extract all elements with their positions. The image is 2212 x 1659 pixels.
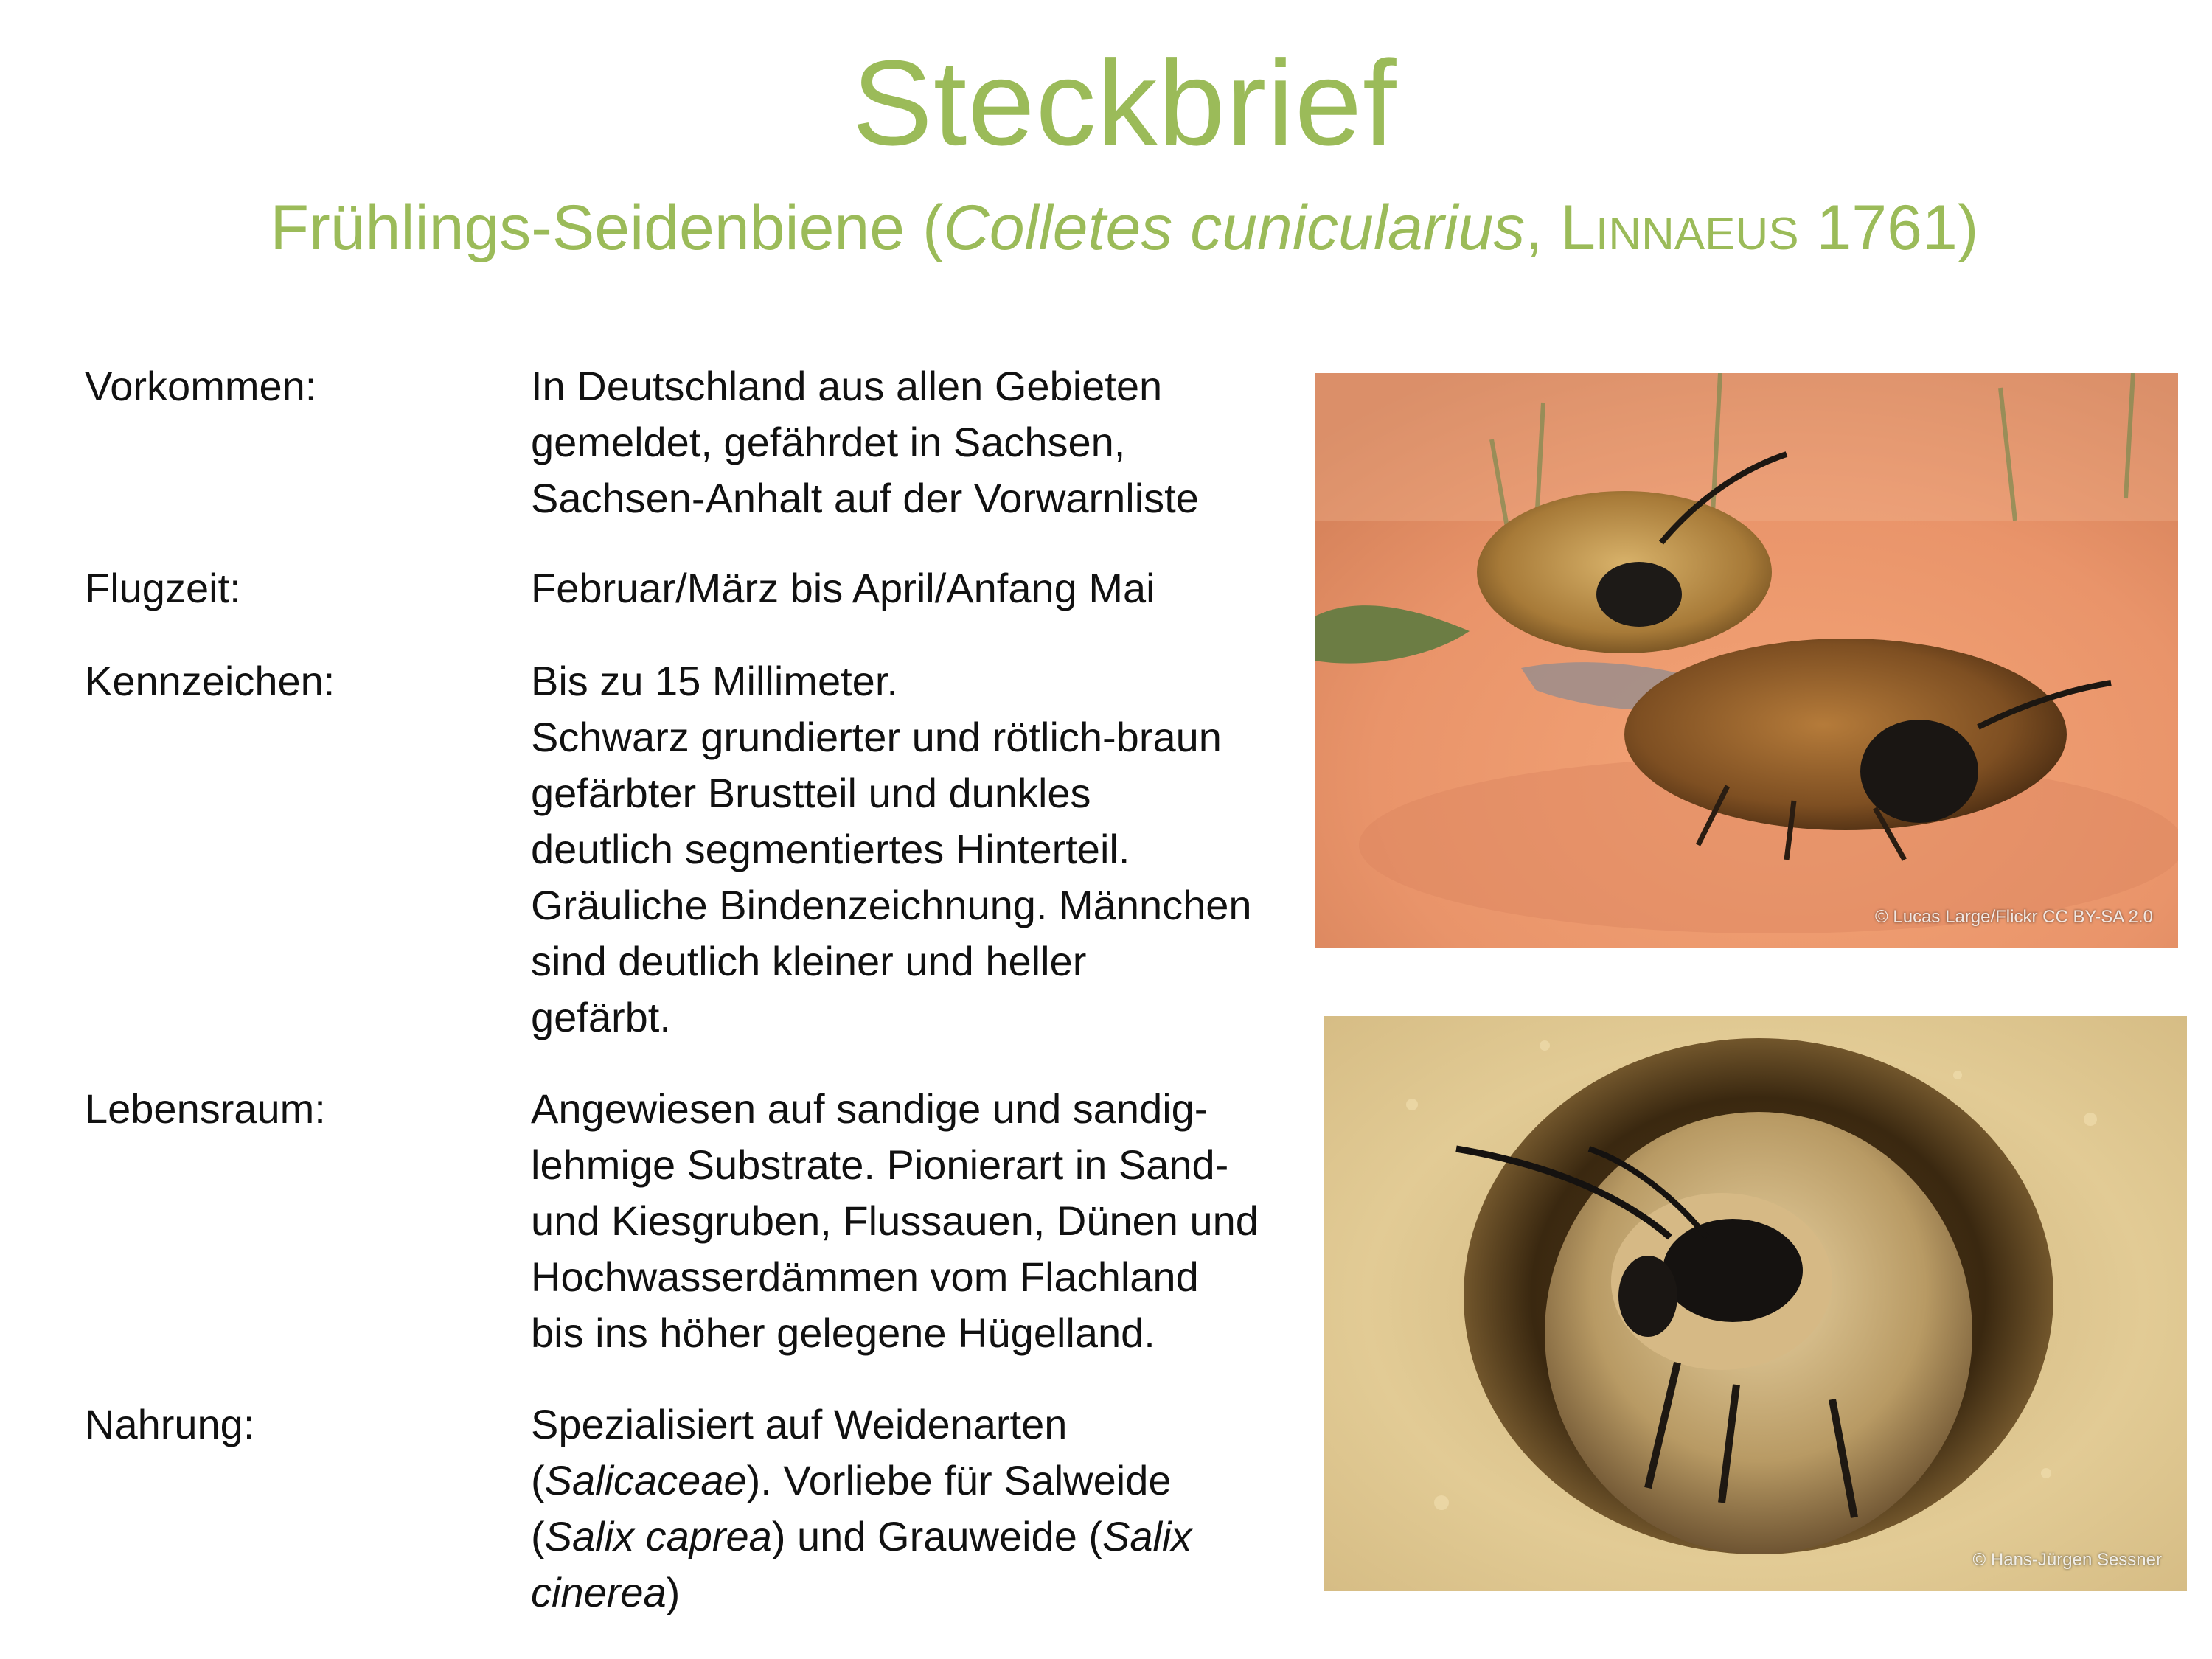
value-line: lehmige Substrate. Pionierart in Sand- bbox=[531, 1141, 1229, 1188]
photo-bee-in-burrow bbox=[1324, 1016, 2187, 1591]
value-line: Angewiesen auf sandige und sandig- bbox=[531, 1085, 1208, 1132]
row-label: Nahrung: bbox=[85, 1401, 255, 1447]
value-line: gemeldet, gefährdet in Sachsen, bbox=[531, 419, 1126, 465]
text-span: ) und Grauweide ( bbox=[771, 1513, 1103, 1559]
subtitle-separator: , bbox=[1525, 192, 1561, 263]
photo-credit-top: © Lucas Large/Flickr CC BY-SA 2.0 bbox=[1875, 907, 2153, 927]
text-span: ) bbox=[666, 1569, 681, 1615]
latin-name: cinerea bbox=[531, 1569, 667, 1615]
value-line: sind deutlich kleiner und heller bbox=[531, 938, 1087, 984]
value-line: Bis zu 15 Millimeter. bbox=[531, 658, 898, 704]
page-subtitle bbox=[0, 193, 2212, 263]
row-value bbox=[531, 653, 1298, 1046]
value-line: Gräuliche Bindenzeichnung. Männchen bbox=[531, 882, 1252, 928]
row-label: Lebensraum: bbox=[85, 1085, 326, 1132]
subtitle-author-initial: L bbox=[1560, 192, 1596, 263]
row-value bbox=[531, 1397, 1298, 1621]
row-label: Kennzeichen: bbox=[85, 658, 335, 704]
text-span: ). Vorliebe für Salweide bbox=[746, 1457, 1172, 1503]
row-label: Vorkommen: bbox=[85, 363, 317, 409]
photo-bees-on-sand bbox=[1315, 373, 2178, 948]
value-line: Spezialisiert auf Weidenarten bbox=[531, 1401, 1068, 1447]
value-line bbox=[531, 1509, 1298, 1565]
value-line: Hochwasserdämmen vom Flachland bbox=[531, 1253, 1199, 1300]
value-line: Sachsen-Anhalt auf der Vorwarnliste bbox=[531, 475, 1199, 521]
row-value bbox=[531, 560, 1298, 616]
page-title: Steckbrief bbox=[852, 35, 1397, 170]
value-line: In Deutschland aus allen Gebieten bbox=[531, 363, 1163, 409]
value-line bbox=[531, 1453, 1298, 1509]
row-value bbox=[531, 358, 1298, 526]
value-line: bis ins höher gelegene Hügelland. bbox=[531, 1310, 1155, 1356]
value-line: gefärbt. bbox=[531, 994, 671, 1040]
bee-in-burrow-image bbox=[1324, 1016, 2187, 1591]
text-span: ( bbox=[531, 1457, 545, 1503]
value-line: deutlich segmentiertes Hinterteil. bbox=[531, 826, 1130, 872]
subtitle-year: 1761) bbox=[1798, 192, 1979, 263]
latin-name: Salix caprea bbox=[544, 1513, 772, 1559]
value-line: Schwarz grundierter und rötlich-braun bbox=[531, 714, 1222, 760]
row-label: Flugzeit: bbox=[85, 565, 241, 611]
latin-name: Salix bbox=[1102, 1513, 1192, 1559]
row-value bbox=[531, 1081, 1298, 1361]
subtitle-latin-name: Colletes cunicularius bbox=[943, 192, 1526, 263]
subtitle-author-rest: INNAEUS bbox=[1595, 209, 1799, 260]
value-line bbox=[531, 1565, 1298, 1621]
photo-credit-bottom: © Hans-Jürgen Sessner bbox=[1972, 1550, 2162, 1570]
text-span: ( bbox=[531, 1513, 545, 1559]
value-line: gefärbter Brustteil und dunkles bbox=[531, 770, 1091, 816]
value-line: Februar/März bis April/Anfang Mai bbox=[531, 565, 1155, 611]
latin-name: Salicaceae bbox=[544, 1457, 747, 1503]
bees-on-sand-image bbox=[1315, 373, 2178, 948]
subtitle-common-name: Frühlings-Seidenbiene ( bbox=[270, 192, 944, 263]
value-line: und Kiesgruben, Flussauen, Dünen und bbox=[531, 1197, 1259, 1244]
